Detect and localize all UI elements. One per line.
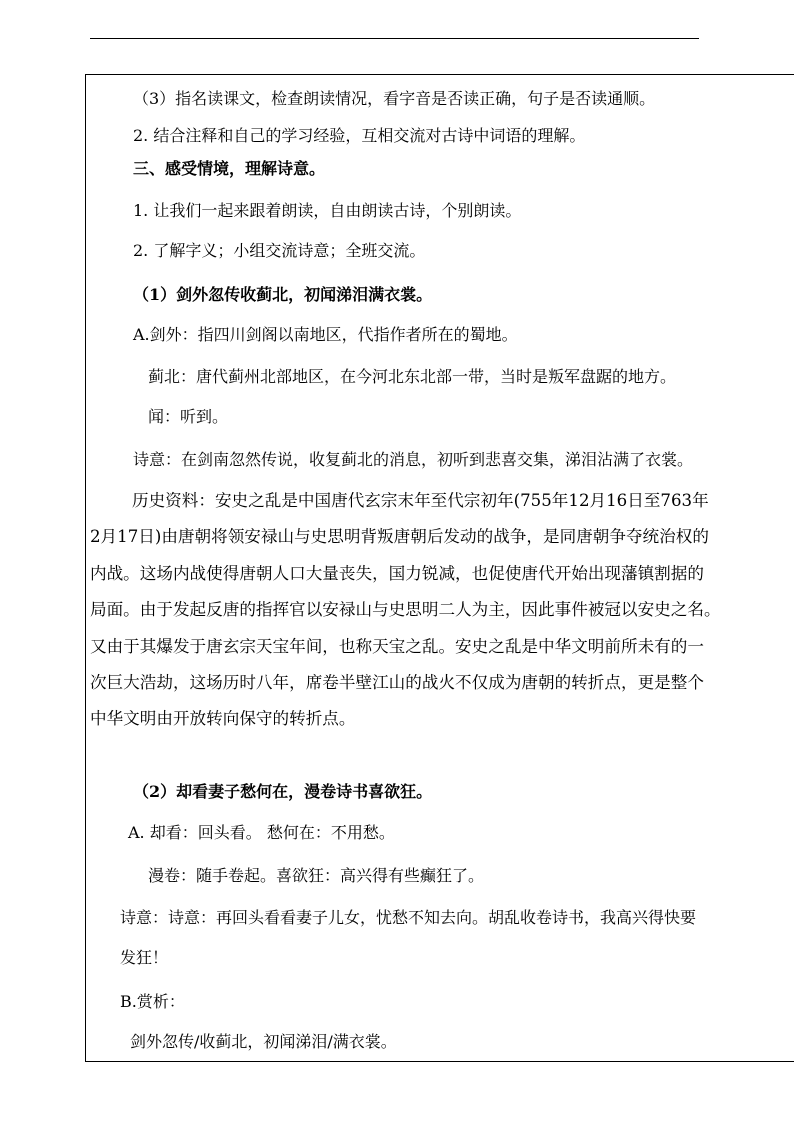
step-read-check: （3）指名读课文，检查朗读情况，看字音是否读正确，句子是否读通顺。 xyxy=(133,89,656,108)
step-exchange-words: 2. 结合注释和自己的学习经验，互相交流对古诗中词语的理解。 xyxy=(133,126,586,145)
note-manjuan: 漫卷：随手卷起。喜欲狂：高兴得有些癫狂了。 xyxy=(148,866,485,885)
note-jibei: 蓟北：唐代蓟州北部地区，在今河北东北部一带，当时是叛军盘踞的地方。 xyxy=(148,367,677,386)
meaning-verse-2-cont: 发狂！ xyxy=(120,948,169,967)
step-follow-reading: 1. 让我们一起来跟着朗读，自由朗读古诗，个别朗读。 xyxy=(133,201,522,220)
meaning-verse-2: 诗意：诗意：再回头看看妻子儿女，忧愁不知去向。胡乱收卷诗书，我高兴得快要 xyxy=(120,908,697,927)
header-rule xyxy=(90,38,699,39)
verse-2: （2）却看妻子愁何在，漫卷诗书喜欲狂。 xyxy=(133,782,433,801)
appreciation-label: B.赏析： xyxy=(120,992,185,1011)
history-line: 中华文明由开放转向保守的转折点。 xyxy=(90,709,356,729)
section-heading: 三、感受情境，理解诗意。 xyxy=(133,159,326,178)
history-line: 又由于其爆发于唐玄宗天宝年间，也称天宝之乱。安史之乱是中华文明前所未有的一 xyxy=(90,636,704,656)
note-wen: 闻：听到。 xyxy=(148,407,229,426)
history-line: 2月17日)由唐朝将领安禄山与史思明背叛唐朝后发动的战争，是同唐朝争夺统治权的 xyxy=(90,527,709,547)
step-understand-meaning: 2. 了解字义；小组交流诗意；全班交流。 xyxy=(133,241,426,260)
verse-1: （1）剑外忽传收蓟北，初闻涕泪满衣裳。 xyxy=(133,285,433,304)
meaning-verse-1: 诗意：在剑南忽然传说，收复蓟北的消息，初听到悲喜交集，涕泪沾满了衣裳。 xyxy=(133,450,694,469)
verse-rhythm: 剑外忽传/收蓟北，初闻涕泪/满衣裳。 xyxy=(130,1032,397,1051)
history-line: 局面。由于发起反唐的指挥官以安禄山与史思明二人为主，因此事件被冠以安史之名。 xyxy=(90,600,721,620)
history-line: 次巨大浩劫，这场历时八年，席卷半壁江山的战火不仅成为唐朝的转折点，更是整个 xyxy=(90,673,704,693)
history-line: 历史资料：安史之乱是中国唐代玄宗末年至代宗初年(755年12月16日至763年 xyxy=(132,491,709,510)
note-jianwai: A.剑外：指四川剑阁以南地区，代指作者所在的蜀地。 xyxy=(133,325,518,344)
history-paragraph xyxy=(90,483,790,738)
note-quekan: A. 却看：回头看。 愁何在：不用愁。 xyxy=(128,823,395,842)
history-line: 内战。这场内战使得唐朝人口大量丧失，国力锐减，也促使唐代开始出现藩镇割据的 xyxy=(90,563,704,583)
